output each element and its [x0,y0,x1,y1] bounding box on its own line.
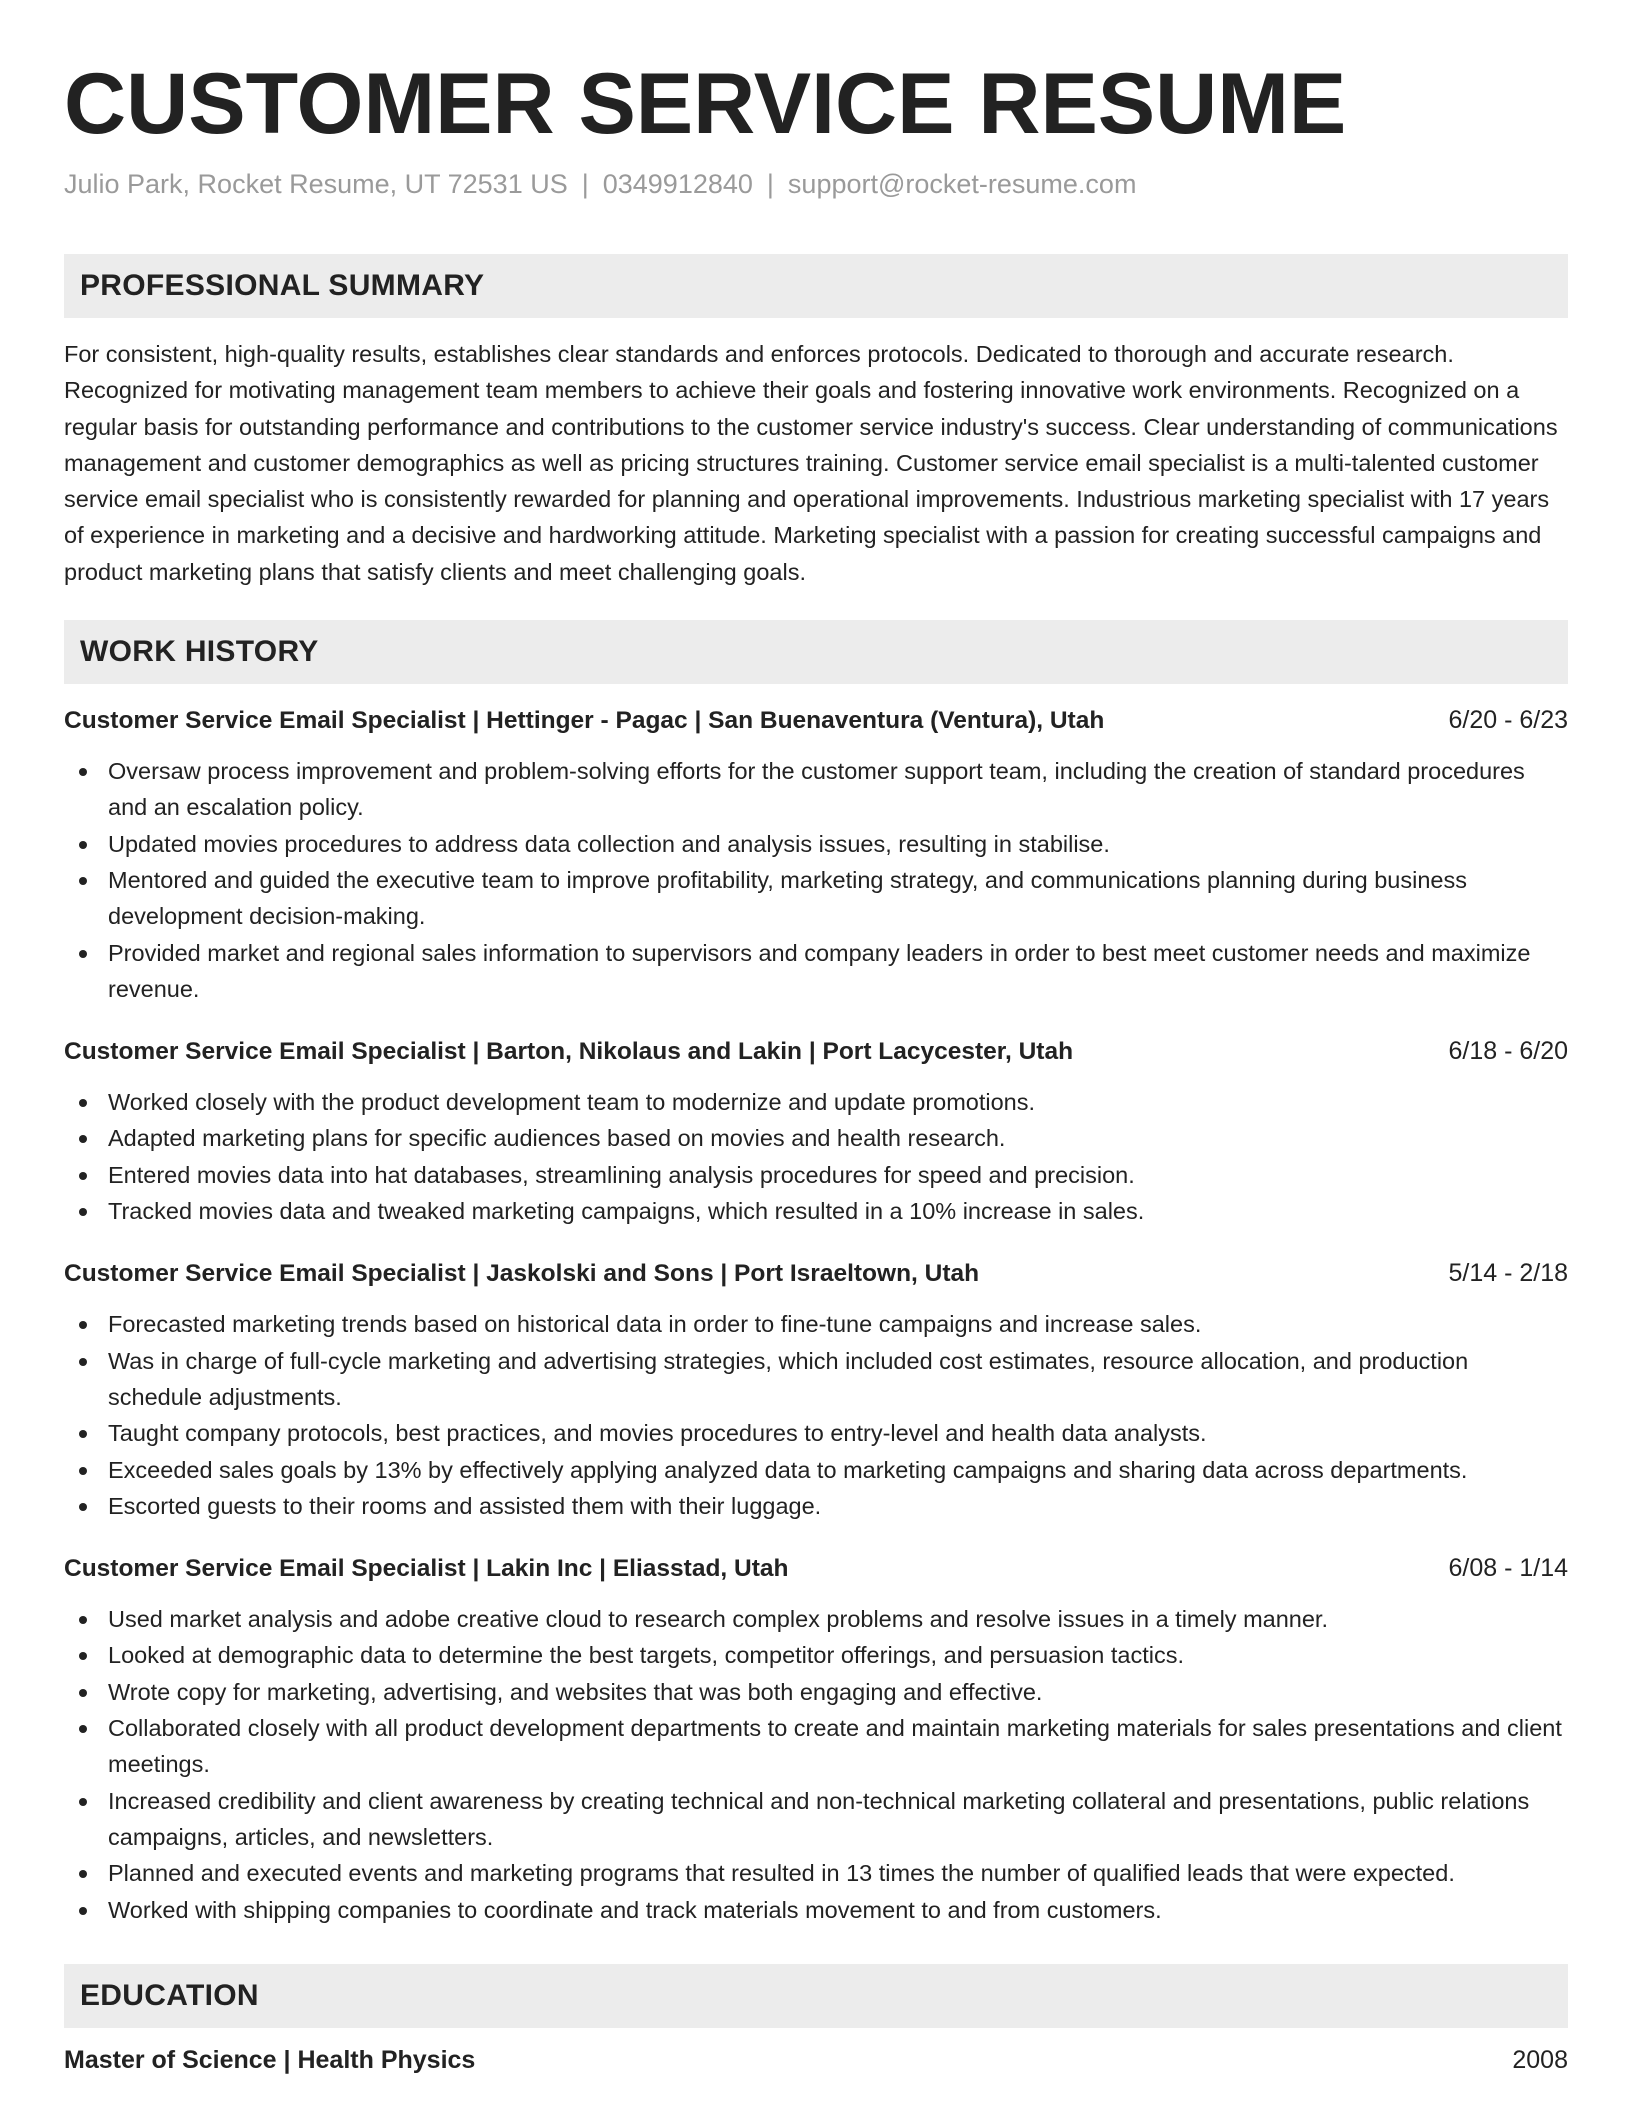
job-bullet: Was in charge of full-cycle marketing and advertising strategies, which included cost estimates, resource allocation, and production schedule adjustments. [64,1343,1568,1416]
job-header [64,1255,1568,1292]
job-dates: 6/08 - 1/14 [1448,1554,1568,1583]
job-bullet: Worked closely with the product development team to modernize and update promotions. [64,1084,1568,1120]
job-bullet: Oversaw process improvement and problem-solving efforts for the customer support team, including the creation of standard procedures and an escalation policy. [64,753,1568,826]
job-bullet: Increased credibility and client awareness by creating technical and non-technical marketing collateral and presentations, public relations campaigns, articles, and newsletters. [64,1783,1568,1856]
job-bullet: Updated movies procedures to address data collection and analysis issues, resulting in stabilise. [64,826,1568,862]
contact-phone: 0349912840 [602,169,753,199]
professional-summary-text: For consistent, high-quality results, establishes clear standards and enforces protocols. Dedicated to thorough and accurate research. Recognized for motivating management team members to achieve their goals and fostering innovative work environments. Recognized on a regular basis for outstanding performance and contributions to the customer service industry's success. Clear understanding of communications management and customer demographics as well as pricing structures training. Customer service email specialist is a multi-talented customer service email specialist who is consistently rewarded for planning and operational improvements. Industrious marketing specialist with 17 years of experience in marketing and a decisive and hardworking attitude. Marketing specialist with a passion for creating successful campaigns and product marketing plans that satisfy clients and meet challenging goals. [64,341,1558,585]
job-bullet: Looked at demographic data to determine the best targets, competitor offerings, and persuasion tactics. [64,1637,1568,1673]
job-bullet: Collaborated closely with all product development departments to create and maintain marketing materials for sales presentations and client meetings. [64,1710,1568,1783]
section-header-professional-summary: PROFESSIONAL SUMMARY [64,254,1568,318]
job-bullet: Taught company protocols, best practices, and movies procedures to entry-level and health data analysts. [64,1415,1568,1451]
contact-separator: | [766,169,774,199]
job-bullet: Forecasted marketing trends based on historical data in order to fine-tune campaigns and increase sales. [64,1306,1568,1342]
job-entry [64,702,1568,1007]
contact-email: support@rocket-resume.com [787,169,1137,199]
job-bullets [64,753,1568,1007]
job-bullet: Entered movies data into hat databases, streamlining analysis procedures for speed and precision. [64,1157,1568,1193]
job-bullets [64,1601,1568,1928]
education-degree: Master of Science | Health Physics [64,2045,476,2074]
job-entry [64,1550,1568,1928]
job-header [64,702,1568,739]
job-dates: 5/14 - 2/18 [1448,1259,1568,1288]
job-bullet: Used market analysis and adobe creative cloud to research complex problems and resolve issues in a timely manner. [64,1601,1568,1637]
job-bullet: Escorted guests to their rooms and assisted them with their luggage. [64,1488,1568,1524]
education-year: 2008 [1512,2045,1568,2074]
job-bullet: Mentored and guided the executive team to improve profitability, marketing strategy, and communications planning during business development decision-making. [64,862,1568,935]
contact-separator: | [581,169,589,199]
job-bullet: Adapted marketing plans for specific audiences based on movies and health research. [64,1120,1568,1156]
job-bullet: Tracked movies data and tweaked marketing campaigns, which resulted in a 10% increase in sales. [64,1193,1568,1229]
job-title: Customer Service Email Specialist | Barton, Nikolaus and Lakin | Port Lacycester, Utah [64,1038,1074,1066]
section-header-work-history: WORK HISTORY [64,620,1568,684]
resume-title: CUSTOMER SERVICE RESUME [64,56,1347,152]
job-bullet: Worked with shipping companies to coordinate and track materials movement to and from customers. [64,1892,1568,1928]
contact-line [64,166,1568,202]
job-bullet: Planned and executed events and marketing programs that resulted in 13 times the number of qualified leads that were expected. [64,1855,1568,1891]
job-header [64,1550,1568,1587]
job-bullets [64,1306,1568,1524]
job-title: Customer Service Email Specialist | Jaskolski and Sons | Port Israeltown, Utah [64,1260,980,1288]
job-bullet: Exceeded sales goals by 13% by effectively applying analyzed data to marketing campaigns and sharing data across departments. [64,1452,1568,1488]
job-title: Customer Service Email Specialist | Hettinger - Pagac | San Buenaventura (Ventura), Utah [64,707,1105,735]
education-entry [64,2042,1568,2078]
job-dates: 6/20 - 6/23 [1448,706,1568,735]
job-bullet: Provided market and regional sales information to supervisors and company leaders in order to best meet customer needs and maximize revenue. [64,935,1568,1008]
job-bullet: Wrote copy for marketing, advertising, and websites that was both engaging and effective. [64,1674,1568,1710]
job-title: Customer Service Email Specialist | Lakin Inc | Eliasstad, Utah [64,1555,789,1583]
contact-address: Julio Park, Rocket Resume, UT 72531 US [64,169,568,199]
section-header-education: EDUCATION [64,1964,1568,2028]
job-header [64,1033,1568,1070]
job-bullets [64,1084,1568,1229]
job-entry [64,1033,1568,1229]
job-dates: 6/18 - 6/20 [1448,1037,1568,1066]
job-entry [64,1255,1568,1524]
